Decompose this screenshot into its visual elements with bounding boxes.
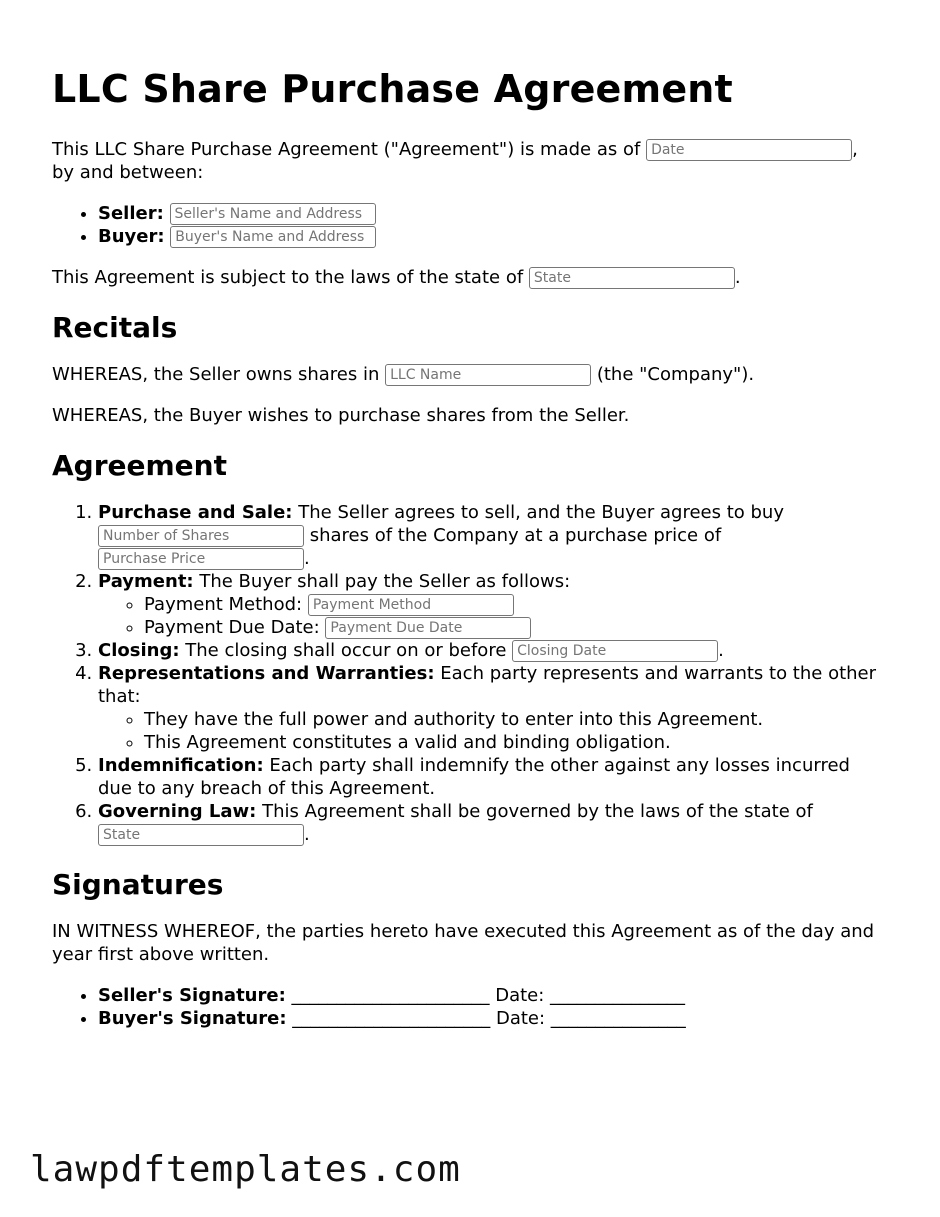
agreement-item-indemnification xyxy=(98,754,882,800)
representations-text: Each party represents and warrants to the other that: xyxy=(98,663,877,707)
closing-text: The closing shall occur on or before xyxy=(185,640,507,661)
payment-method-label: Payment Method: xyxy=(144,594,303,615)
footer-watermark: lawpdftemplates.com xyxy=(30,1149,461,1190)
agreement-item-purchase xyxy=(98,501,882,570)
payment-text: The Buyer shall pay the Seller as follows: xyxy=(199,571,571,592)
agreement-item-payment xyxy=(98,570,882,639)
recital-1-after: (the "Company"). xyxy=(596,364,755,385)
payment-sublist xyxy=(98,593,882,639)
agreement-date-input[interactable] xyxy=(646,139,852,161)
payment-due-date-input[interactable] xyxy=(325,617,531,639)
number-of-shares-input[interactable] xyxy=(98,525,304,547)
seller-signature-blanks: ______________________ Date: _______________ xyxy=(285,985,686,1006)
purchase-label: Purchase and Sale: xyxy=(98,502,293,523)
purchase-text-a: The Seller agrees to sell, and the Buyer agrees to buy xyxy=(298,502,784,523)
representations-label: Representations and Warranties: xyxy=(98,663,435,684)
parties-list xyxy=(52,202,882,248)
closing-label: Closing: xyxy=(98,640,180,661)
purchase-price-input[interactable] xyxy=(98,548,304,570)
witness-paragraph: IN WITNESS WHEREOF, the parties hereto have executed this Agreement as of the day and year first above written. xyxy=(52,921,875,965)
purchase-text-b: shares of the Company at a purchase price of xyxy=(309,525,722,546)
payment-method-item xyxy=(144,593,882,616)
payment-due-item xyxy=(144,616,882,639)
representation-item: ◦ This Agreement constitutes a valid and binding obligation. xyxy=(144,731,882,754)
closing-after: . xyxy=(718,640,724,661)
signatures-heading: Signatures xyxy=(52,868,224,901)
payment-due-label: Payment Due Date: xyxy=(144,617,320,638)
seller-signature-label: Seller's Signature: xyxy=(98,985,286,1006)
party-seller xyxy=(98,202,882,225)
intro-text-after: , by and between: xyxy=(52,139,858,183)
indemnification-label: Indemnification: xyxy=(98,755,264,776)
governing-state-input[interactable] xyxy=(98,824,304,846)
signature-list xyxy=(52,984,882,1030)
seller-signature-line xyxy=(98,984,882,1007)
state-input[interactable] xyxy=(529,267,735,289)
buyer-signature-blanks: ______________________ Date: _______________ xyxy=(286,1008,686,1029)
buyer-name-address-input[interactable] xyxy=(170,226,376,248)
indemnification-text: Each party shall indemnify the other against any losses incurred due to any breach of this Agreement. xyxy=(98,755,850,799)
buyer-signature-label: Buyer's Signature: xyxy=(98,1008,287,1029)
seller-name-address-input[interactable] xyxy=(170,203,376,225)
law-paragraph xyxy=(52,266,882,289)
payment-method-input[interactable] xyxy=(308,594,514,616)
agreement-item-governing-law xyxy=(98,800,882,846)
buyer-signature-line xyxy=(98,1007,882,1030)
agreement-item-closing xyxy=(98,639,882,662)
recital-1-before: WHEREAS, the Seller owns shares in xyxy=(52,364,380,385)
party-buyer-label: Buyer: xyxy=(98,226,165,247)
intro-text-before: This LLC Share Purchase Agreement ("Agreement") is made as of xyxy=(52,139,641,160)
law-text-after: . xyxy=(734,267,741,288)
party-seller-label: Seller: xyxy=(98,203,164,224)
intro-paragraph xyxy=(52,138,882,184)
recital-1 xyxy=(52,363,882,386)
document-page xyxy=(52,66,882,1048)
agreement-list xyxy=(52,501,882,846)
recitals-heading: Recitals xyxy=(52,311,178,344)
agreement-item-representations xyxy=(98,662,882,754)
governing-law-text: This Agreement shall be governed by the laws of the state of xyxy=(262,801,813,822)
agreement-heading: Agreement xyxy=(52,449,227,482)
representation-item: ◦ They have the full power and authority to enter into this Agreement. xyxy=(144,708,882,731)
llc-name-input[interactable] xyxy=(385,364,591,386)
law-text-before: This Agreement is subject to the laws of the state of xyxy=(52,267,524,288)
governing-law-after: . xyxy=(304,824,310,845)
closing-date-input[interactable] xyxy=(512,640,718,662)
recital-2: WHEREAS, the Buyer wishes to purchase shares from the Seller. xyxy=(52,405,630,426)
purchase-text-c: . xyxy=(304,548,310,569)
payment-label: Payment: xyxy=(98,571,194,592)
representations-sublist xyxy=(98,708,882,754)
governing-law-label: Governing Law: xyxy=(98,801,257,822)
party-buyer xyxy=(98,225,882,248)
page-title: LLC Share Purchase Agreement xyxy=(52,67,733,111)
